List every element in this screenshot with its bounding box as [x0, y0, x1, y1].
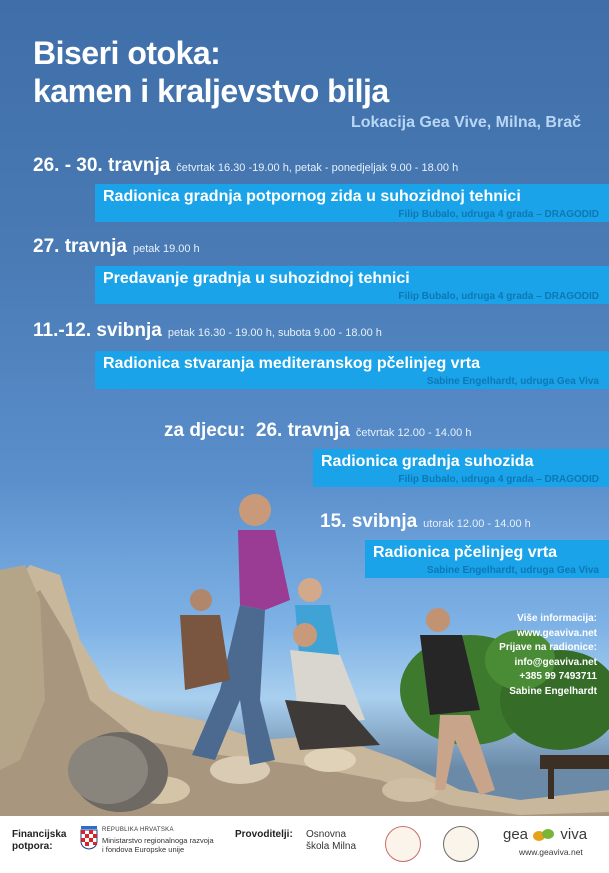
gea-viva-logo: gea viva — [503, 826, 588, 843]
contact-person: Sabine Engelhardt — [509, 685, 597, 697]
udruga-4-grada-logo-icon — [443, 826, 479, 862]
location-subtitle: Lokacija Gea Vive, Milna, Brač — [350, 114, 581, 131]
funding-label: Financijska potpora: — [12, 829, 67, 852]
phone-number: +385 99 7493711 — [519, 671, 597, 682]
gea-viva-url[interactable]: www.geaviva.net — [519, 847, 583, 857]
event-1-date: 26. - 30. travnja — [33, 155, 171, 176]
event-1-time: četvrtak 16.30 -19.00 h, petak - ponedjeljak 9.00 - 18.00 h — [176, 162, 459, 174]
title-line-2: kamen i kraljevstvo bilja — [33, 73, 389, 109]
kids-event-2-banner — [365, 540, 609, 578]
poster-title — [33, 34, 389, 110]
event-1-presenter: Filip Bubalo, udruga 4 grada – DRAGODID — [398, 209, 599, 220]
kids-event-1-date: 26. travnja — [255, 420, 350, 441]
title-line-1: Biseri otoka: — [33, 35, 221, 71]
event-2-banner — [95, 266, 609, 304]
event-2-presenter: Filip Bubalo, udruga 4 grada – DRAGODID — [398, 291, 599, 302]
kids-event-2-date-row — [320, 511, 531, 533]
school-name: Osnovna škola Milna — [306, 829, 357, 852]
kids-event-1-banner — [313, 449, 609, 487]
more-info-label: Više informacija: — [517, 613, 597, 624]
event-3-time: petak 16.30 - 19.00 h, subota 9.00 - 18.00 h — [167, 327, 382, 339]
kids-event-2-date: 15. svibnja — [320, 511, 418, 532]
kids-event-1-time: četvrtak 12.00 - 14.00 h — [355, 427, 472, 439]
email-link[interactable]: info@geaviva.net — [514, 656, 597, 668]
event-2-title: Predavanje gradnja u suhozidnoj tehnici — [103, 270, 410, 287]
kids-event-1-date-row — [164, 420, 471, 442]
republic-label: REPUBLIKA HRVATSKA — [102, 827, 174, 833]
contact-info — [499, 612, 597, 699]
registration-label: Prijave na radionice: — [499, 642, 597, 653]
event-3-date-row — [33, 320, 382, 342]
organizers-label: Provoditelji: — [235, 829, 293, 840]
ministry-name: Ministarstvo regionalnoga razvoja i fondova Europske unije — [102, 836, 214, 854]
kids-event-2-title: Radionica pčelinjeg vrta — [373, 544, 558, 561]
kids-event-1-presenter: Filip Bubalo, udruga 4 grada – DRAGODID — [398, 474, 599, 485]
leaf-icon — [532, 828, 556, 842]
kids-event-2-time: utorak 12.00 - 14.00 h — [423, 518, 531, 530]
event-3-presenter: Sabine Engelhardt, udruga Gea Viva — [426, 376, 599, 387]
kids-event-1-title: Radionica gradnja suhozida — [321, 453, 534, 470]
event-1-date-row — [33, 155, 458, 177]
event-3-title: Radionica stvaranja mediteranskog pčelinjeg vrta — [103, 355, 481, 372]
school-logo-icon — [385, 826, 421, 862]
kids-event-2-presenter: Sabine Engelhardt, udruga Gea Viva — [426, 565, 599, 576]
event-1-banner — [95, 184, 609, 222]
croatia-coat-of-arms-icon — [80, 826, 98, 850]
event-2-time: petak 19.00 h — [133, 243, 200, 255]
event-3-date: 11.-12. svibnja — [33, 320, 162, 341]
kids-label: za djecu: — [164, 420, 246, 441]
event-2-date: 27. travnja — [33, 236, 127, 257]
event-1-title: Radionica gradnja potpornog zida u suhozidnoj tehnici — [103, 188, 521, 205]
website-link[interactable]: www.geaviva.net — [516, 627, 597, 639]
event-2-date-row — [33, 236, 200, 258]
event-3-banner — [95, 351, 609, 389]
